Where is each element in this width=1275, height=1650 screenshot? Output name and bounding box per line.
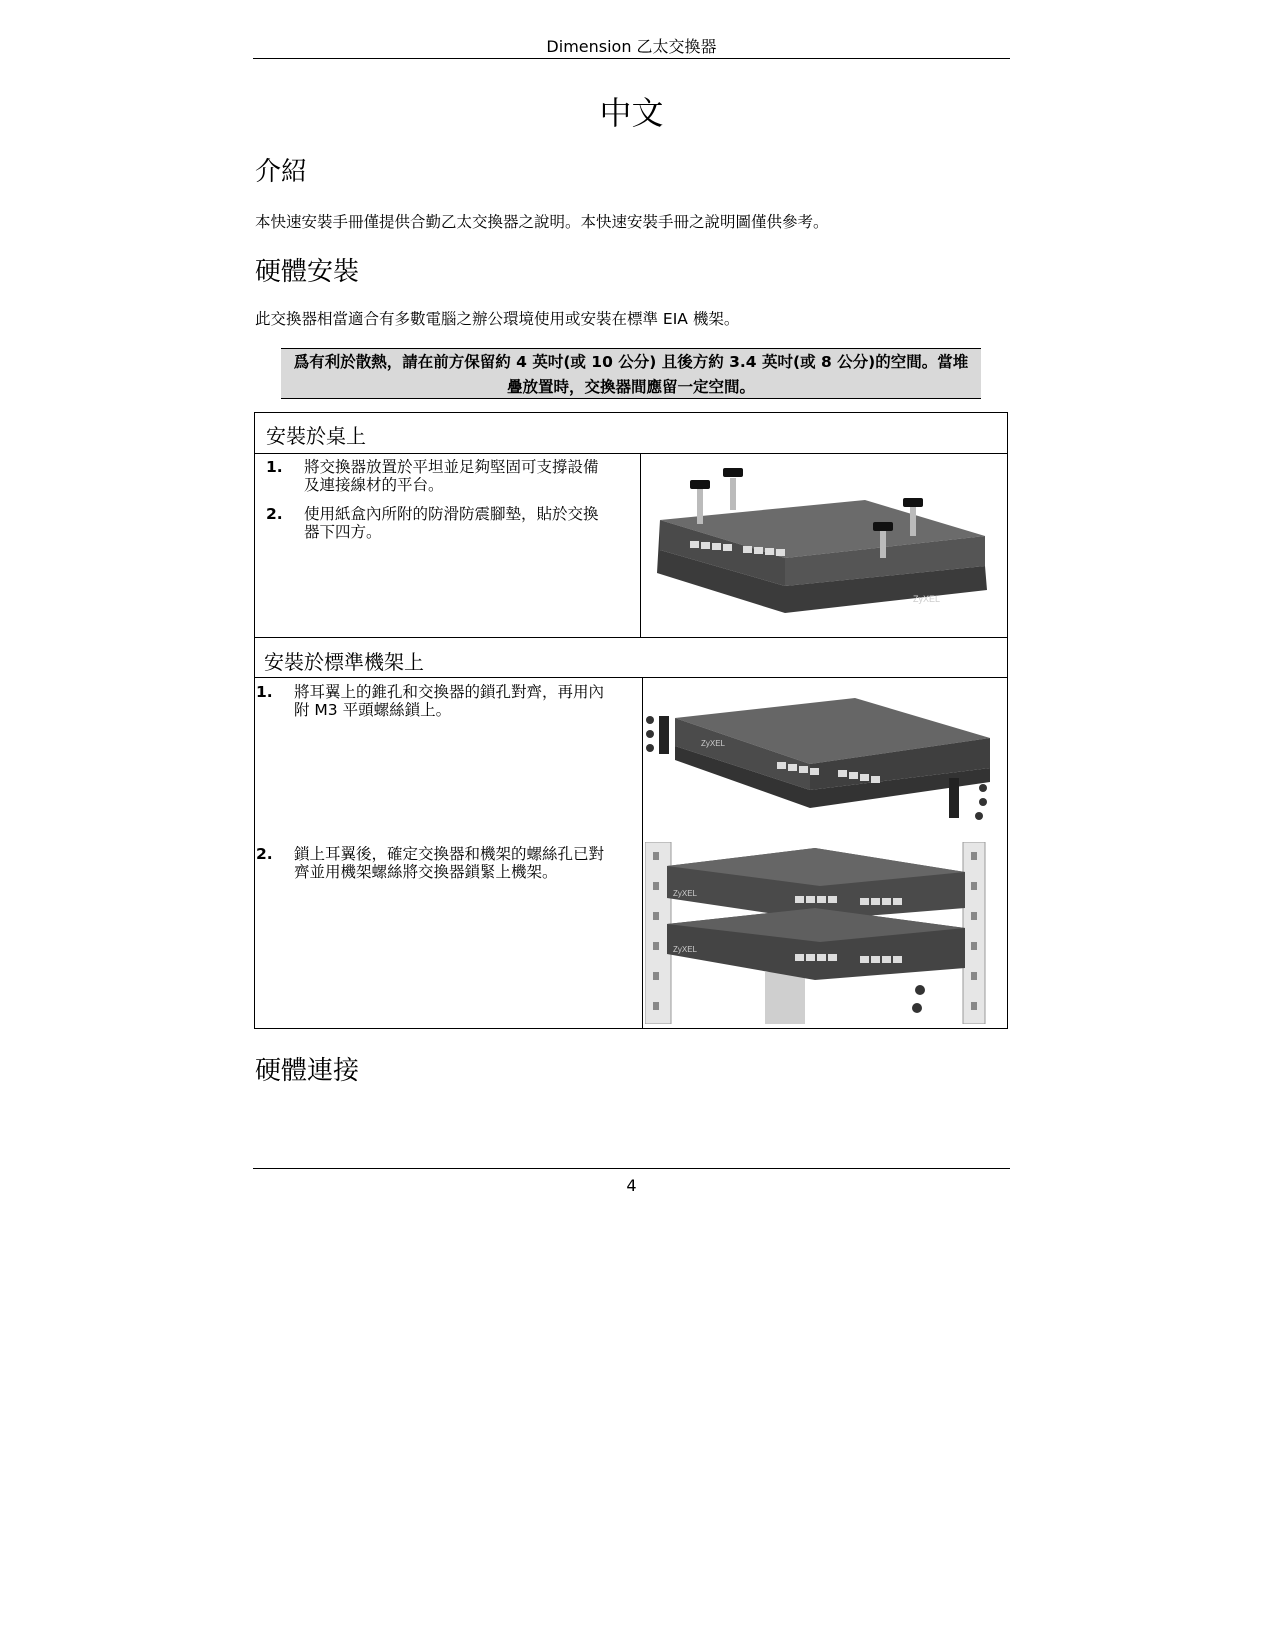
device-brand-label: ZyXEL (913, 594, 941, 604)
step-number: 2. (266, 505, 283, 523)
ventilation-note (281, 348, 981, 399)
table-rule (254, 677, 1008, 678)
table-col-rule (642, 677, 643, 1029)
intro-heading: 介紹 (255, 157, 308, 187)
rack-install-title: 安裝於標準機架上 (264, 650, 424, 674)
footer-rule (253, 1168, 1010, 1169)
desktop-install-figure (645, 458, 1003, 634)
note-line-2: 疊放置時，交換器間應留一定空間。 (506, 378, 755, 396)
table-rule (254, 453, 1008, 454)
device-brand-label: ZyXEL (673, 889, 698, 898)
device-brand-label: ZyXEL (673, 945, 698, 954)
running-header: Dimension 乙太交換器 (546, 37, 717, 56)
step-line: 及連接線材的平台。 (304, 476, 444, 494)
step-line: 齊並用機架螺絲將交換器鎖緊上機架。 (294, 863, 558, 881)
table-rule (254, 637, 1008, 638)
step-number: 1. (266, 458, 283, 476)
page-title: 中文 (599, 94, 664, 132)
desktop-step-1 (266, 458, 626, 494)
intro-text: 本快速安裝手冊僅提供合勤乙太交換器之說明。本快速安裝手冊之說明圖僅供參考。 (255, 213, 829, 231)
step-line: 器下四方。 (304, 523, 382, 541)
header-rule (253, 58, 1010, 59)
rack-step-1 (256, 683, 636, 719)
step-number: 2. (256, 845, 273, 863)
desktop-step-2 (266, 505, 626, 541)
hardware-install-heading: 硬體安裝 (255, 257, 360, 287)
page-number: 4 (626, 1176, 637, 1195)
rack-step-2 (256, 845, 636, 881)
step-line: 將耳翼上的錐孔和交換器的鎖孔對齊，再用內 (294, 683, 605, 701)
step-line: 將交換器放置於平坦並足夠堅固可支撐設備 (304, 458, 599, 476)
rack-mounted-figure (645, 842, 1003, 1024)
step-line: 使用紙盒內所附的防滑防震腳墊，貼於交換 (304, 505, 599, 523)
hardware-connect-heading: 硬體連接 (255, 1056, 360, 1086)
desktop-install-title: 安裝於桌上 (266, 424, 366, 448)
step-line: 鎖上耳翼後，確定交換器和機架的螺絲孔已對 (294, 845, 605, 863)
table-col-rule (640, 453, 641, 637)
note-line-1: 爲有利於散熱，請在前方保留約 4 英吋(或 10 公分) 且後方約 3.4 英吋(或 8 公分)的空間。當堆 (293, 353, 969, 371)
step-number: 1. (256, 683, 273, 701)
device-brand-label: ZyXEL (701, 739, 726, 748)
hardware-install-text: 此交換器相當適合有多數電腦之辦公環境使用或安裝在標準 EIA 機架。 (255, 310, 740, 328)
step-line: 附 M3 平頭螺絲鎖上。 (294, 701, 452, 719)
rack-ear-figure (645, 690, 1003, 830)
